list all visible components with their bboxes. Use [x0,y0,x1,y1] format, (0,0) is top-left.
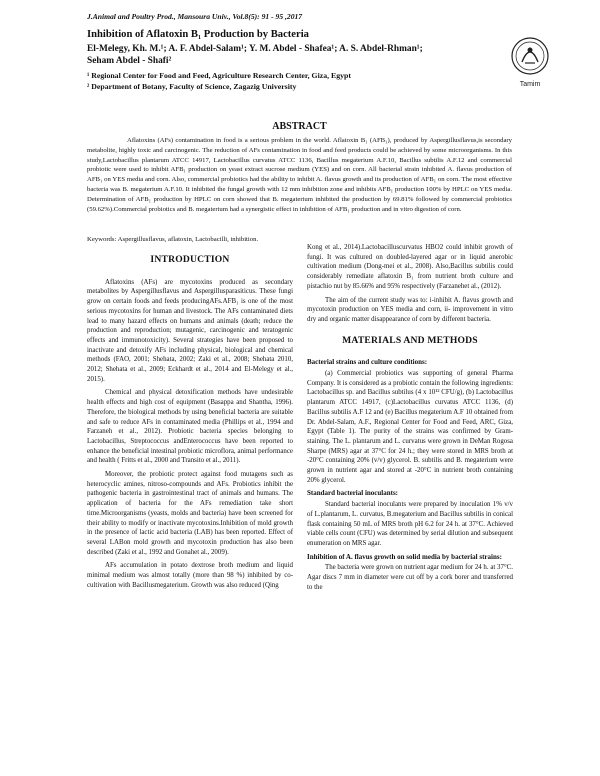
authors-line-1: El-Melegy, Kh. M.¹; A. F. Abdel-Salam¹; Y. M. Abdel - Shafea¹; A. S. Abdel-Rhman¹; [87,44,423,54]
journal-citation: J.Animal and Poultry Prod., Mansoura Univ., Vol.8(5): 91 - 95 ,2017 [87,12,303,21]
intro-paragraph-3: Moreover, the probiotic protect against food mutagens such as heterocyclic amines, nitroso-compounds and AFs. Probiotics inhibit the pathogenic bacteria in gastrointestinal tract of animals and humans. The application of bacteria for the AFs remediation take short time.Microorganisms (yeasts, molds and bacteria) have been screened for their ability to modify or inactivate mycotoxins.Inhibition of mold growth in the presence of lactic acid bacteria (LAB) has been reported. Effect of several LABon mold growth and mycotoxin production has also been described (Zaki et al., 1992 and Gonahet al., 2009). [87,471,293,556]
subheading-bacterial-strains: Bacterial strains and culture conditions: [307,358,428,367]
subheading-inoculants: Standard bacterial inoculants: [307,489,399,498]
abstract-heading: ABSTRACT [272,121,327,132]
right-column [307,243,513,597]
introduction-heading: INTRODUCTION [150,254,230,265]
left-column [87,244,293,595]
keywords: Keywords: Aspergillusflavus, aflatoxin, Lactobacilli, inhibition. [87,236,259,243]
subheading-inhibition: Inhibition of A. flavus growth on solid media by bacterial strains: [307,552,502,561]
inoculants-paragraph: Standard bacterial inoculants were prepared by inoculation 1% v/v of L.plantarum, L. curvatus, B.megaterium and Bacillus subtilis in conical flask containing 50 mL of MRS broth pH 6.2 for 24 h. at 37°C. Achieved viable cells count (CFU) was determined by serial dilution and subsequent enumeration on MRS agar. [307,501,513,547]
affiliation-2: ² Department of Botany, Faculty of Science, Zagazig University [87,82,297,91]
intro-paragraph-2: Chemical and physical detoxification methods have undesirable health effects and high cost of equipment (Basappa and Shantha, 1996). Therefore, the biological methods by using beneficial bacteria are suitable and safe to reduce AFs in contaminated media (Phillips et al., 1994 and Farzaneh et al., 2012). Probiotic bacteria species belonging to Lactobacillus, Streptococcus andEnterococcus have been reported to enhance the beneficial intestinal probiotic microflora, animal performance and health ( Fritts et al., 2000 and Transito et al., 2011). [87,389,293,465]
authors [87,43,507,67]
intro-continuation: Kong et al., 2014).Lactobacilluscurvatus HBO2 could inhibit growth of fungi. It was cultured on doubled-layered agar or in liquid anerobic cultivation medium (Dong-mei et al., 2008). Also,Bacillus subtilis could considerably remediate aflatoxin B₁ from nutrient broth culture and pistachio nut by 85.66% and 95% respectively (Farzanehet al., (2012). [307,244,513,290]
strains-paragraph: (a) Commercial probiotics was supporting of general Pharma Company. It is considered as a probiotic contain the following ingredients: Lactobacillus sp. and Bacillus subtilus (4 x 10¹² CFU/g), (b) Lactobacillus plantarum ATCC 14917, (c)Lactobacillus curvatus ATCC 1136, (d) Bacillus subtilis A.F 12 and (e) Bacillus megaterium A.F 10 obtained from Dr. Abdel-Salam, A.F., Regional Center for Food and Feed, ARC, Giza, Egypt (Table 1). The purity of the strains was confirmed by Gram-staining. The L. plantarum and L. curvatus were grown in DeMan Rogosa Sharpe (MRS) agar at 37°C for 24 h.; they were stored in MRS broth at -20°C containing 20% (v/v) glycerol. B. subtilis and B. megaterium were grown in nutrient agar and stored at -20°C in nutrient broth containing 20% glycerol. [307,370,513,484]
authors-line-2: Seham Abdel - Shafi² [87,56,172,66]
logo-caption: Tamim [519,81,541,88]
intro-paragraph-1: Aflatoxins (AFs) are mycotoxins produced as secondary metabolites by Aspergillusflavus and Aspergillusparasiticus. These fungi grow on certain foods and feeds producingAFs.AFB₁ is one of the most serious mycotoxins for human and livestock. The AFs contaminated diets lead to many hazard effects on humans and animals (death; reduce the production and reproduction; mutagenic, carcinogenic and teratogenic effects and immunotoxicity). Several strategies have been proposed to inactivate and detoxify AFs including physical, biological and chemical methods (FAO, 2001; Shehata, 2002; Zaki et al., 2008; Shehata 2010, 2012; Shehata et al., 2009; Eckhardt et al., 2014 and El-Melegy et al., 2015). [87,278,293,383]
paper-title: Inhibition of Aflatoxin B₁ Production by Bacteria [87,29,309,40]
study-aim: The aim of the current study was to: i-inhibit A. flavus growth and mycotoxin production on YES media and corn, ii- improvement in vitro dry and organic matter disappearance of corn by different bacteria. [307,296,513,323]
inhibition-paragraph: The bacteria were grown on nutrient agar medium for 24 h. at 37°C. Agar discs 7 mm in diameter were cut off by a cork borer and transferred to the [307,564,513,591]
materials-methods-heading: MATERIALS AND METHODS [342,334,478,346]
abstract-body: Aflatoxins (AFs) contamination in food is a serious problem in the world. Aflatoxin B₁ (AFB₁), produced by Aspergillusflavus,is secondary metabolite, highly toxic and carcinogenic. The reduction of AFs contamination in food and feed products could be achieved by some microorganisms. In this study,Lactobacillus plantarum ATCC 14917, Lactobacillus curvatus ATCC 1136, Bacillus megaterium A.F.10, Bacillus subtilis A.F.12 and commercial probiotic were used to inhibit AFB₁ production on yeast extract sucrose medium (YES) and on corn. All bacterial strain inhibited A. flavus production of AFB₁ on YES media and corn. Also, commercial probiotics had the ability to inhibit A. flavus growth and its production of AFB₁ on corn. The most effective bacteria was B. megaterium A.F.10. It inhibited the fungal growth with 12 mm inhibition zone and inhibits AFB₁ production 100% by HPLC on YES media. Determination of AFB₁ production by HPLC on corn showed that B. megaterium inhibited the production by 69.81% followed by commercial probiotics (59.62%).Commercial probiotics and B. megaterium had a synergistic effect in inhibition of AFB₁ production and in vitro digestion of corn. [87,137,512,213]
affiliation-1: ¹ Regional Center for Food and Feed, Agriculture Research Center, Giza, Egypt [87,71,351,80]
intro-paragraph-4: AFs accumulation in potato dextrose broth medium and liquid minimal medium was almost totally (more than 98 %) inhibited by co-cultivation with Bacillusmegaterium. Growth was also reduced (Qing [87,562,293,589]
affiliations [87,70,507,92]
journal-logo-icon [509,36,551,90]
